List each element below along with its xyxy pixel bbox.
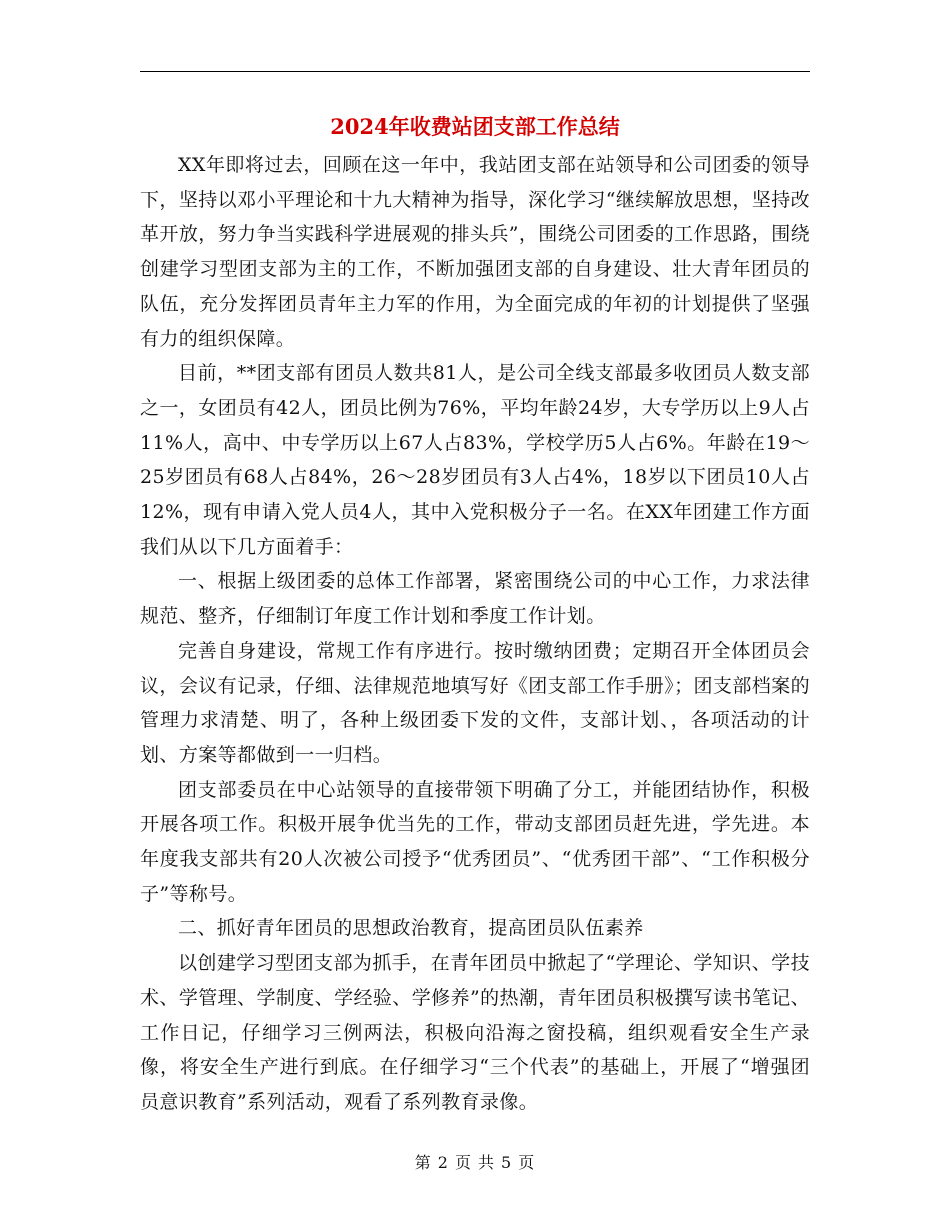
footer-total-pages: 5	[501, 1153, 513, 1172]
footer-page-number: 2	[437, 1153, 449, 1172]
document-title: 2024年收费站团支部工作总结	[330, 114, 620, 139]
footer-prefix: 第	[414, 1153, 432, 1172]
paragraph-committee: 团支部委员在中心站领导的直接带领下明确了分工，并能团结协作，积极开展各项工作。积极开展争优当先的工作，带动支部团员赶先进，学先进。本年度我支部共有20人次被公司授予“优秀团员”、“优秀团干部”、“工作积极分子”等称号。	[140, 778, 810, 905]
header-rule	[140, 71, 810, 72]
paragraph-learning: 以创建学习型团支部为抓手，在青年团员中掀起了“学理论、学知识、学技术、学管理、学制度、学经验、学修养”的热潮，青年团员积极撰写读书笔记、工作日记，仔细学习三例两法，积极向沿海之窗投稿，组织观看安全生产录像，将安全生产进行到底。在仔细学习“三个代表”的基础上，开展了“增强团员意识教育”系列活动，观看了系列教育录像。	[140, 952, 810, 1113]
paragraph-section-two: 二、抓好青年团员的思想政治教育，提高团员队伍素养	[178, 917, 644, 940]
document-body	[140, 148, 810, 1120]
paragraph-statistics: 目前，**团支部有团员人数共81人，是公司全线支部最多收团员人数支部之一，女团员有42人，团员比例为76%，平均年龄24岁，大专学历以上9人占11%人，高中、中专学历以上67人占83%，学校学历5人占6%。年龄在19～25岁团员有68人占84%，26～28岁团员有3人占4%，18岁以下团员10人占12%，现有申请入党人员4人，其中入党积极分子一名。在XX年团建工作方面我们从以下几方面着手：	[140, 362, 810, 558]
footer-suffix: 页	[518, 1153, 536, 1172]
page-footer	[0, 1152, 950, 1174]
paragraph-section-one: 一、根据上级团委的总体工作部署，紧密围绕公司的中心工作，力求法律规范、整齐，仔细制订年度工作计划和季度工作计划。	[140, 570, 810, 628]
paragraph-intro: XX年即将过去，回顾在这一年中，我站团支部在站领导和公司团委的领导下，坚持以邓小平理论和十九大精神为指导，深化学习“继续解放思想，坚持改革开放，努力争当实践科学进展观的排头兵”，围绕公司团委的工作思路，围绕创建学习型团支部为主的工作，不断加强团支部的自身建设、壮大青年团员的队伍，充分发挥团员青年主力军的作用，为全面完成的年初的计划提供了坚强有力的组织保障。	[140, 154, 810, 350]
footer-middle: 页 共	[454, 1153, 496, 1172]
paragraph-self-building: 完善自身建设，常规工作有序进行。按时缴纳团费；定期召开全体团员会议，会议有记录，仔细、法律规范地填写好《团支部工作手册》；团支部档案的管理力求清楚、明了，各种上级团委下发的文件，支部计划、，各项活动的计划、方案等都做到一一归档。	[140, 639, 810, 766]
